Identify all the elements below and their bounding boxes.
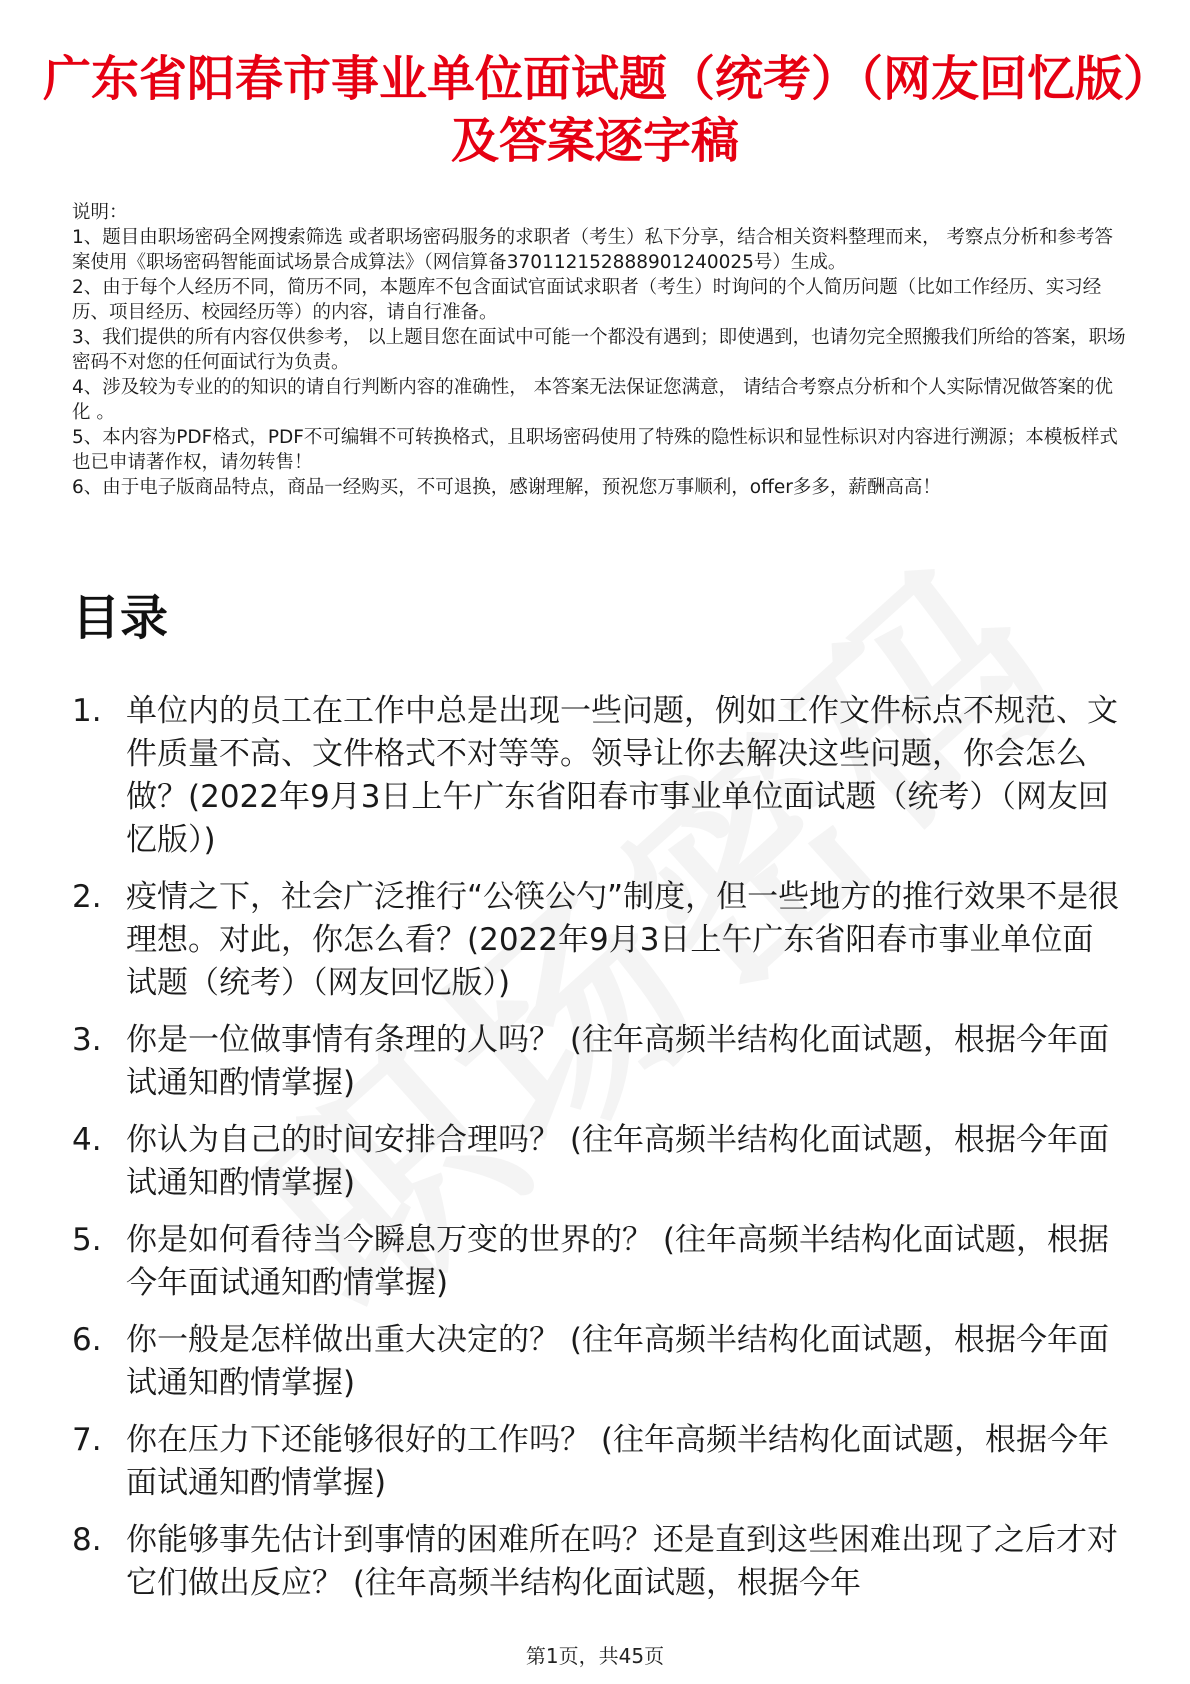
toc-item-number: 6. (72, 1322, 102, 1358)
toc-item (72, 1219, 1120, 1305)
toc-item (72, 1119, 1120, 1205)
note-item: 5、本内容为PDF格式，PDF不可编辑不可转换格式，且职场密码使用了特殊的隐性标识和显性标识对内容进行溯源；本模板样式也已申请著作权，请勿转售！ (72, 427, 1118, 473)
toc-item-text: 你在压力下还能够很好的工作吗？ (往年高频半结构化面试题，根据今年面试通知酌情掌握) (126, 1422, 1109, 1501)
toc-item (72, 1019, 1120, 1105)
notes-section (72, 200, 1130, 500)
toc-item-number: 3. (72, 1022, 102, 1058)
toc-item-text: 疫情之下，社会广泛推行“公筷公勺”制度，但一些地方的推行效果不是很理想。对此，你怎么看？(2022年9月3日上午广东省阳春市事业单位面试题（统考）（网友回忆版）) (126, 879, 1120, 1001)
toc-item (72, 876, 1120, 1005)
page-footer: 第1页，共45页 (525, 1644, 665, 1668)
toc-heading: 目录 (72, 590, 169, 646)
toc-item-number: 4. (72, 1122, 102, 1158)
toc-list (72, 690, 1120, 1619)
toc-item (72, 1319, 1120, 1405)
note-item: 2、由于每个人经历不同，简历不同，本题库不包含面试官面试求职者（考生）时询问的个人简历问题（比如工作经历、实习经历、项目经历、校园经历等）的内容，请自行准备。 (72, 277, 1102, 323)
note-item: 4、涉及较为专业的的知识的请自行判断内容的准确性， 本答案无法保证您满意， 请结合考察点分析和个人实际情况做答案的优化 。 (72, 377, 1114, 423)
toc-item (72, 1419, 1120, 1505)
toc-item (72, 1519, 1120, 1605)
document-title: 广东省阳春市事业单位面试题（统考）（网友回忆版）及答案逐字稿 (42, 51, 1147, 169)
toc-item-number: 2. (72, 879, 102, 915)
toc-item-text: 你一般是怎样做出重大决定的？ (往年高频半结构化面试题，根据今年面试通知酌情掌握) (126, 1322, 1109, 1401)
notes-heading: 说明： (72, 202, 128, 223)
toc-item-text: 单位内的员工在工作中总是出现一些问题，例如工作文件标点不规范、文件质量不高、文件格式不对等等。领导让你去解决这些问题，你会怎么做？(2022年9月3日上午广东省阳春市事业单位面试题（统考）（网友回忆版）) (126, 693, 1118, 858)
note-item: 3、我们提供的所有内容仅供参考， 以上题目您在面试中可能一个都没有遇到；即使遇到，也请勿完全照搬我们所给的答案，职场密码不对您的任何面试行为负责。 (72, 327, 1126, 373)
note-item: 6、由于电子版商品特点，商品一经购买，不可退换，感谢理解，预祝您万事顺利，offer多多，薪酬高高！ (72, 477, 941, 498)
toc-item-text: 你是一位做事情有条理的人吗？ (往年高频半结构化面试题，根据今年面试通知酌情掌握) (126, 1022, 1109, 1101)
toc-item-number: 7. (72, 1422, 102, 1458)
toc-item-number: 8. (72, 1522, 102, 1558)
toc-item-text: 你认为自己的时间安排合理吗？ (往年高频半结构化面试题，根据今年面试通知酌情掌握) (126, 1122, 1109, 1201)
toc-item-number: 1. (72, 693, 102, 729)
note-item: 1、题目由职场密码全网搜索筛选 或者职场密码服务的求职者（考生）私下分享，结合相关资料整理而来， 考察点分析和参考答案使用《职场密码智能面试场景合成算法》（网信算备370112152888901240025号）生成。 (72, 227, 1114, 273)
toc-item (72, 690, 1120, 862)
toc-item-text: 你能够事先估计到事情的困难所在吗？还是直到这些困难出现了之后才对它们做出反应？ (往年高频半结构化面试题，根据今年 (126, 1522, 1118, 1601)
toc-item-text: 你是如何看待当今瞬息万变的世界的？ (往年高频半结构化面试题，根据今年面试通知酌情掌握) (126, 1222, 1109, 1301)
toc-item-number: 5. (72, 1222, 102, 1258)
